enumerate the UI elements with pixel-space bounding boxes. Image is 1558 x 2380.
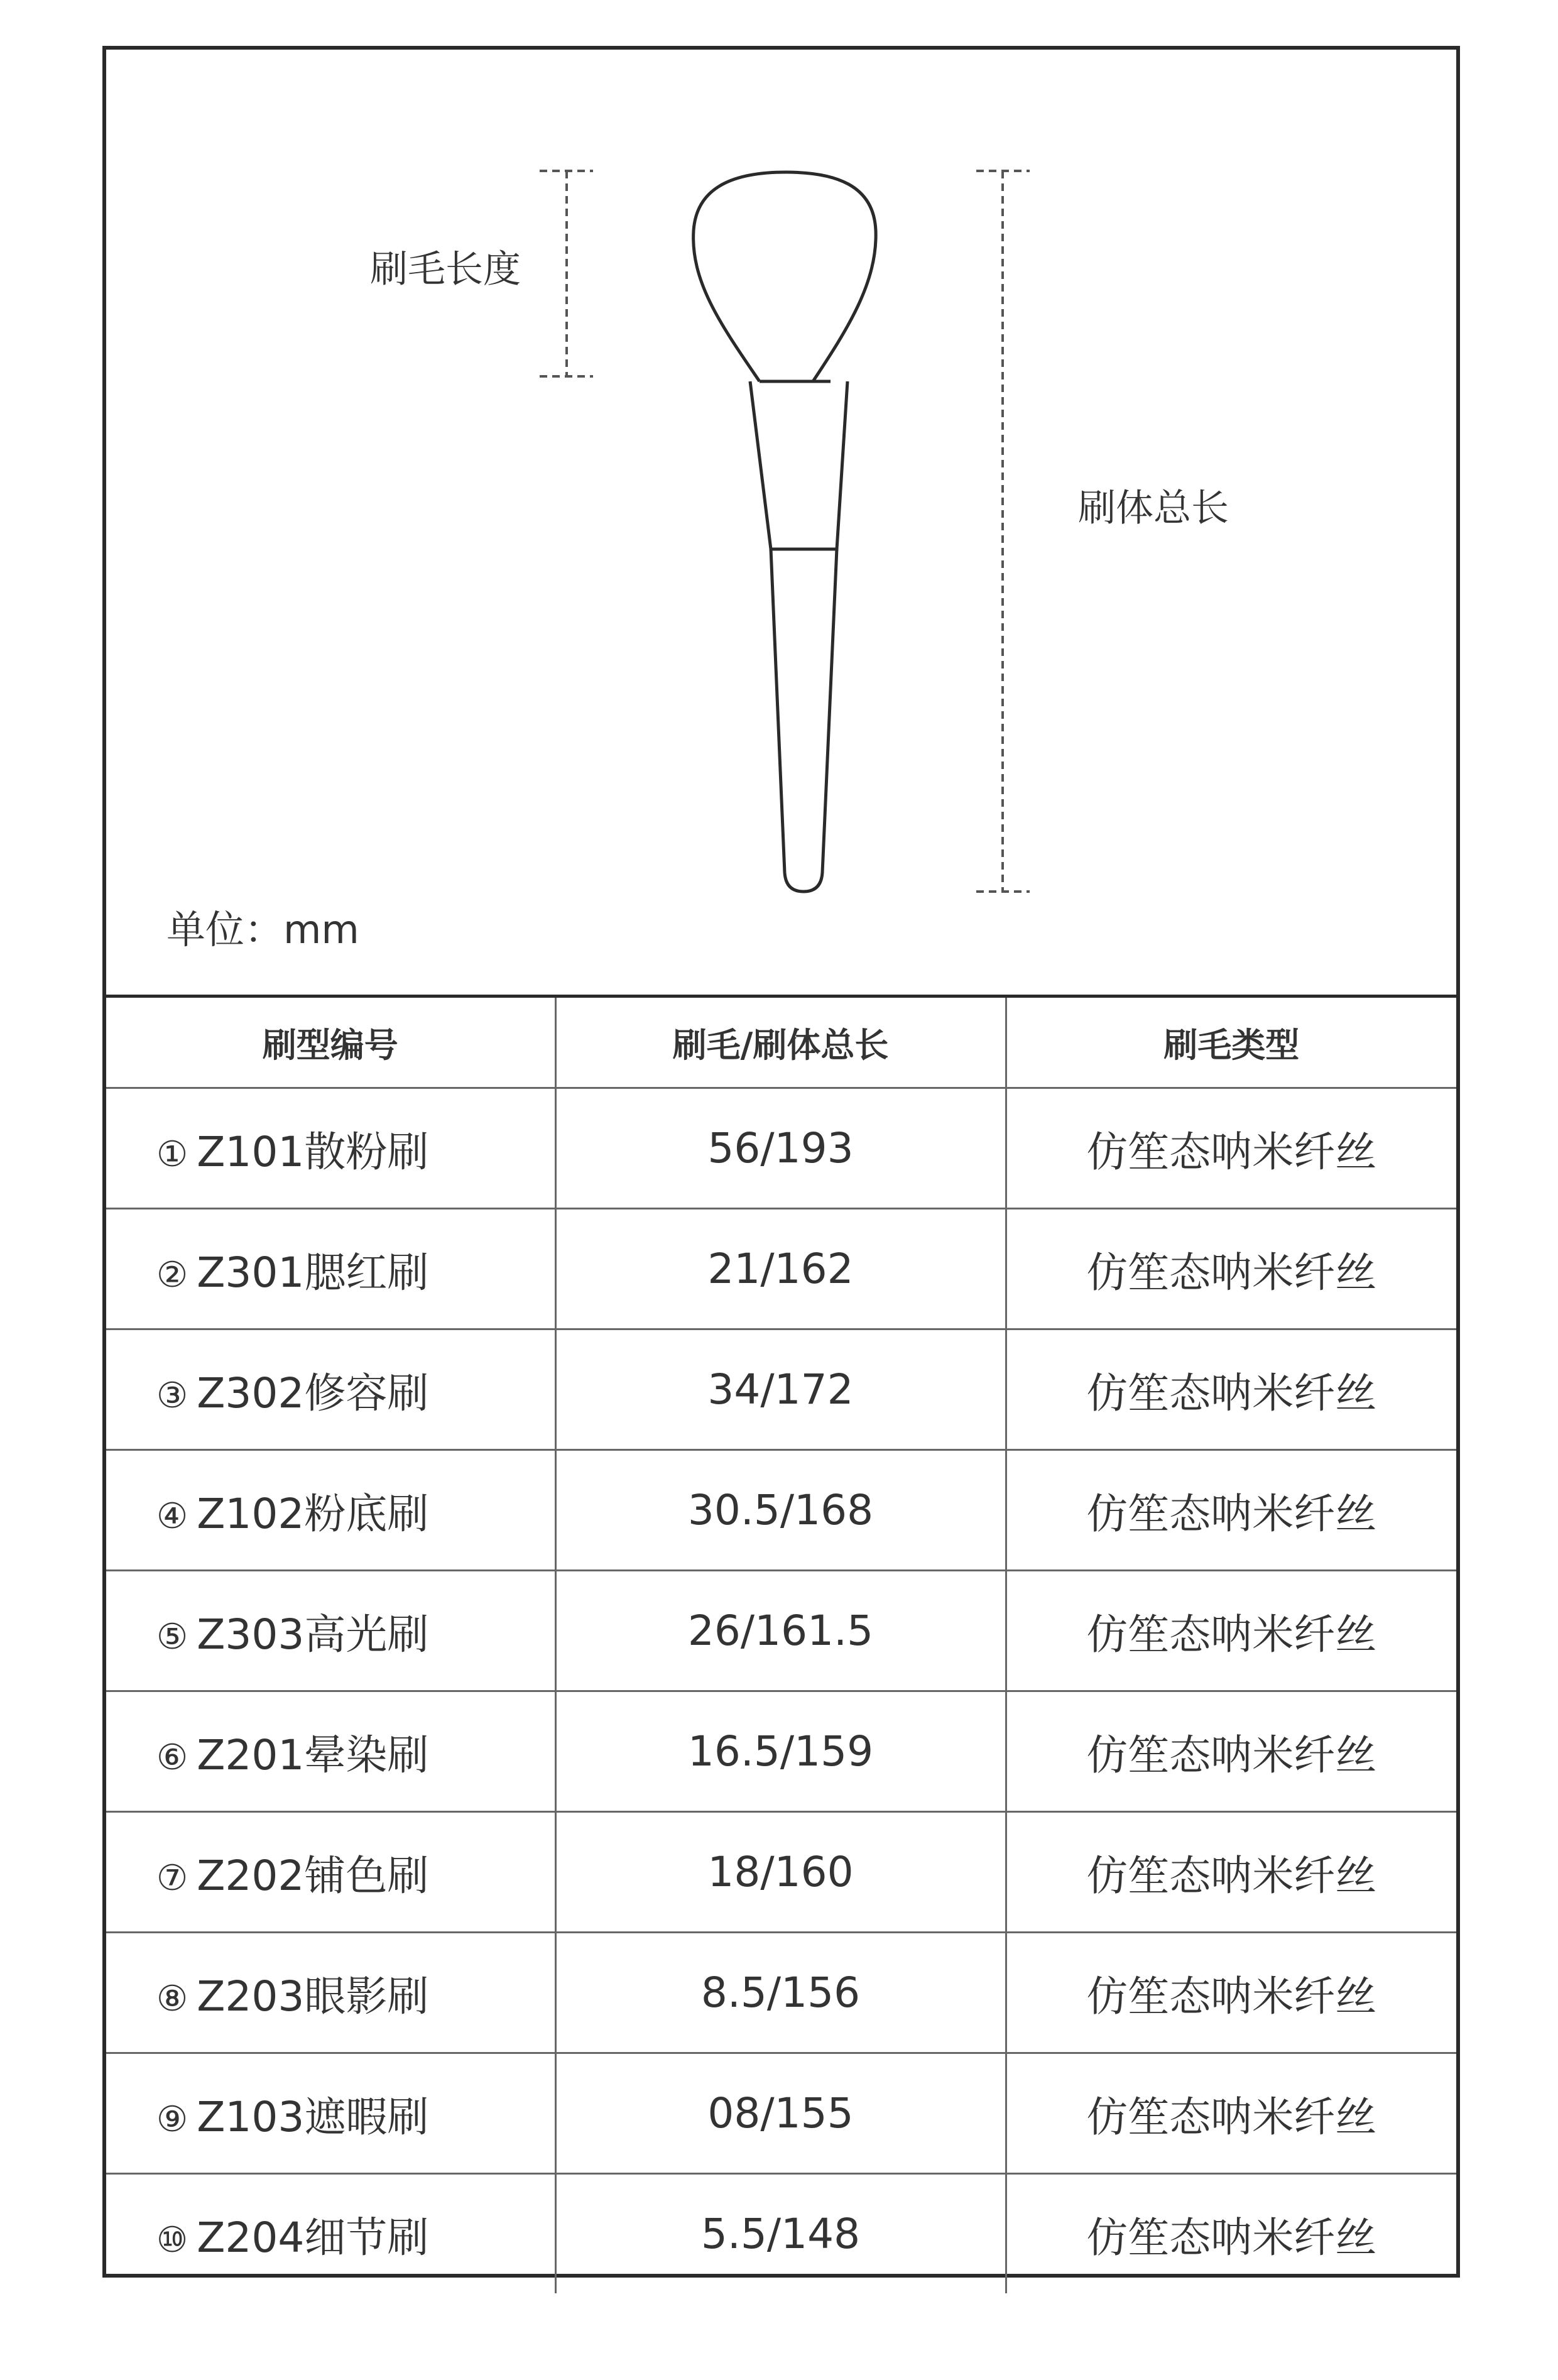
- cell-length: 8.5/156: [555, 1933, 1006, 2053]
- model-name: Z203眼影刷: [197, 1972, 429, 2021]
- cell-length: 21/162: [555, 1209, 1006, 1329]
- cell-bristle-type: 仿笙态呐米纤丝: [1006, 1571, 1456, 1691]
- cell-bristle-type: 仿笙态呐米纤丝: [1006, 1691, 1456, 1812]
- cell-length: 26/161.5: [555, 1571, 1006, 1691]
- brush-handle: [771, 549, 837, 892]
- cell-model: [106, 1691, 555, 1812]
- cell-bristle-type: 仿笙态呐米纤丝: [1006, 1329, 1456, 1450]
- spec-table: [106, 995, 1456, 2293]
- cell-length: 08/155: [555, 2053, 1006, 2174]
- cell-length: 30.5/168: [555, 1450, 1006, 1571]
- row-index: ⑦: [156, 1858, 188, 1899]
- table-row: [106, 2174, 1456, 2294]
- header-bristle-type: 刷毛类型: [1006, 996, 1456, 1088]
- model-name: Z303高光刷: [197, 1610, 429, 1659]
- cell-bristle-type: 仿笙态呐米纤丝: [1006, 1450, 1456, 1571]
- unit-label: 单位：mm: [166, 907, 359, 953]
- cell-model: [106, 1088, 555, 1209]
- cell-length: 34/172: [555, 1329, 1006, 1450]
- model-name: Z201晕染刷: [197, 1731, 429, 1779]
- brush-ferrule: [750, 381, 847, 549]
- row-index: ②: [156, 1255, 188, 1296]
- bristle-length-marker: [540, 171, 593, 376]
- model-name: Z101散粉刷: [197, 1128, 429, 1176]
- table-row: [106, 2053, 1456, 2174]
- model-name: Z204细节刷: [197, 2214, 429, 2262]
- model-name: Z202铺色刷: [197, 1852, 429, 1900]
- row-index: ⑤: [156, 1617, 188, 1657]
- table-row: [106, 1329, 1456, 1450]
- brush-diagram: [106, 50, 1456, 995]
- header-model: 刷型编号: [106, 996, 555, 1088]
- cell-bristle-type: 仿笙态呐米纤丝: [1006, 2053, 1456, 2174]
- brush-head: [694, 172, 876, 381]
- model-name: Z102粉底刷: [197, 1490, 429, 1538]
- cell-model: [106, 1812, 555, 1933]
- model-name: Z103遮暇刷: [197, 2093, 429, 2141]
- table-row: [106, 1209, 1456, 1329]
- table-row: [106, 1088, 1456, 1209]
- cell-length: 5.5/148: [555, 2174, 1006, 2294]
- header-length: 刷毛/刷体总长: [555, 996, 1006, 1088]
- row-index: ①: [156, 1134, 188, 1175]
- cell-model: [106, 2053, 555, 2174]
- total-length-marker: [976, 171, 1030, 892]
- cell-length: 18/160: [555, 1812, 1006, 1933]
- cell-bristle-type: 仿笙态呐米纤丝: [1006, 1933, 1456, 2053]
- table-row: [106, 1933, 1456, 2053]
- bristle-length-label: 刷毛长度: [370, 248, 521, 292]
- table-header-row: [106, 996, 1456, 1088]
- spec-card: [102, 46, 1460, 2278]
- brush-illustration: [106, 50, 1456, 995]
- cell-bristle-type: 仿笙态呐米纤丝: [1006, 1209, 1456, 1329]
- row-index: ③: [156, 1375, 188, 1416]
- cell-length: 56/193: [555, 1088, 1006, 1209]
- cell-length: 16.5/159: [555, 1691, 1006, 1812]
- total-length-label: 刷体总长: [1078, 486, 1229, 530]
- table-row: [106, 1691, 1456, 1812]
- cell-model: [106, 2174, 555, 2294]
- row-index: ⑩: [156, 2220, 188, 2261]
- model-name: Z301腮红刷: [197, 1248, 429, 1297]
- cell-bristle-type: 仿笙态呐米纤丝: [1006, 1812, 1456, 1933]
- table-row: [106, 1812, 1456, 1933]
- table-row: [106, 1571, 1456, 1691]
- cell-model: [106, 1571, 555, 1691]
- model-name: Z302修容刷: [197, 1369, 429, 1417]
- row-index: ⑧: [156, 1979, 188, 2019]
- cell-bristle-type: 仿笙态呐米纤丝: [1006, 1088, 1456, 1209]
- table-row: [106, 1450, 1456, 1571]
- cell-bristle-type: 仿笙态呐米纤丝: [1006, 2174, 1456, 2294]
- row-index: ④: [156, 1496, 188, 1537]
- cell-model: [106, 1450, 555, 1571]
- row-index: ⑥: [156, 1737, 188, 1778]
- cell-model: [106, 1209, 555, 1329]
- cell-model: [106, 1329, 555, 1450]
- row-index: ⑨: [156, 2099, 188, 2140]
- cell-model: [106, 1933, 555, 2053]
